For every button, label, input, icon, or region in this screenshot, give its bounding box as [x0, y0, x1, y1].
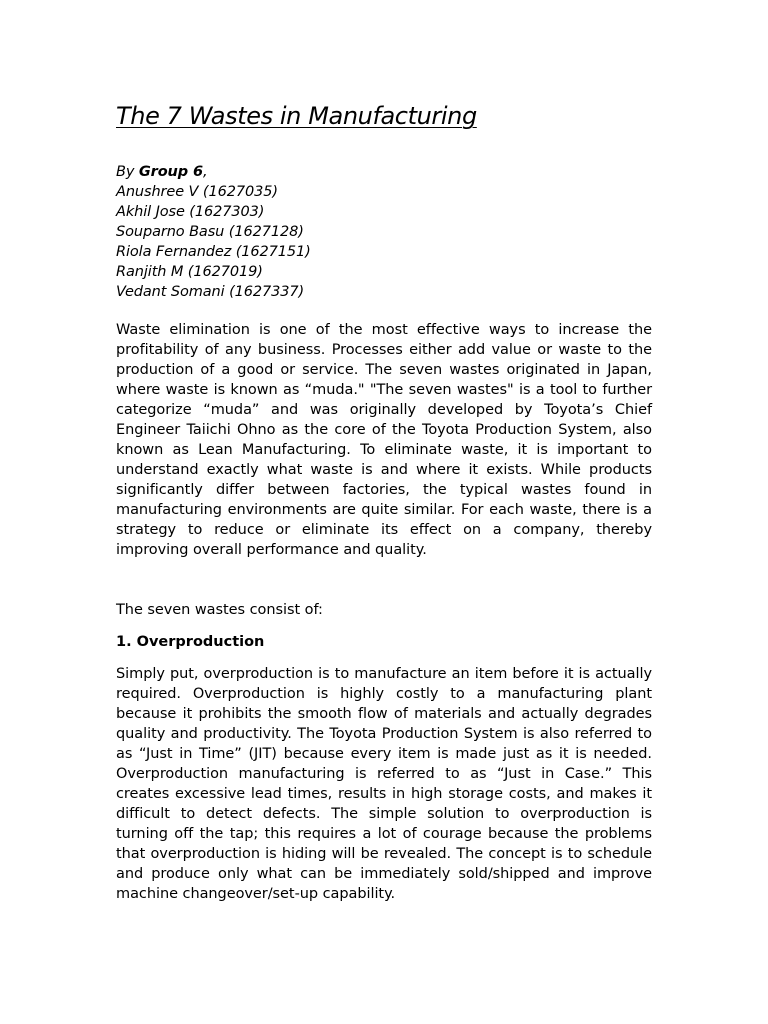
list-lead-text: The seven wastes consist of: — [116, 602, 323, 618]
by-prefix: By — [116, 164, 139, 180]
group-suffix: , — [203, 164, 208, 180]
author-name: Ranjith M (1627019) — [116, 264, 263, 280]
document-title: The 7 Wastes in Manufacturing — [116, 102, 477, 130]
section-body-overproduction: Simply put, overproduction is to manufacture an item before it is actually required. Overproduction is highly costly to a manufacturing plant because it prohibits the smooth flow of materials and actually degrades quality and productivity. The Toyota Production System is also referred to as “Just in Time” (JIT) because every item is made just as it is needed. Overproduction manufacturing is referred to as “Just in Case.” This creates excessive lead times, results in high storage costs, and makes it difficult to detect defects. The simple solution to overproduction is turning off the tap; this requires a lot of courage because the problems that overproduction is hiding will be revealed. The concept is to schedule and produce only what can be immediately sold/shipped and improve machine changeover/set-up capability. — [116, 666, 652, 902]
by-line — [116, 162, 652, 182]
author-name: Souparno Basu (1627128) — [116, 224, 304, 240]
section-heading-overproduction: 1. Overproduction — [116, 634, 265, 650]
author-name: Riola Fernandez (1627151) — [116, 244, 311, 260]
author-name: Anushree V (1627035) — [116, 184, 278, 200]
author-name: Vedant Somani (1627337) — [116, 284, 305, 300]
intro-paragraph: Waste elimination is one of the most effective ways to increase the profitability of any business. Processes either add value or waste to the production of a good or service. The seven wastes originated in Japan, where waste is known as “muda." "The seven wastes" is a tool to further categorize “muda” and was originally developed by Toyota’s Chief Engineer Taiichi Ohno as the core of the Toyota Production System, also known as Lean Manufacturing. To eliminate waste, it is important to understand exactly what waste is and where it exists. While products significantly differ between factories, the typical wastes found in manufacturing environments are quite similar. For each waste, there is a strategy to reduce or eliminate its effect on a company, thereby improving overall performance and quality. — [116, 322, 652, 558]
author-block — [116, 162, 652, 302]
document-page — [116, 100, 652, 904]
group-name: Group 6 — [138, 164, 203, 180]
author-name: Akhil Jose (1627303) — [116, 204, 265, 220]
